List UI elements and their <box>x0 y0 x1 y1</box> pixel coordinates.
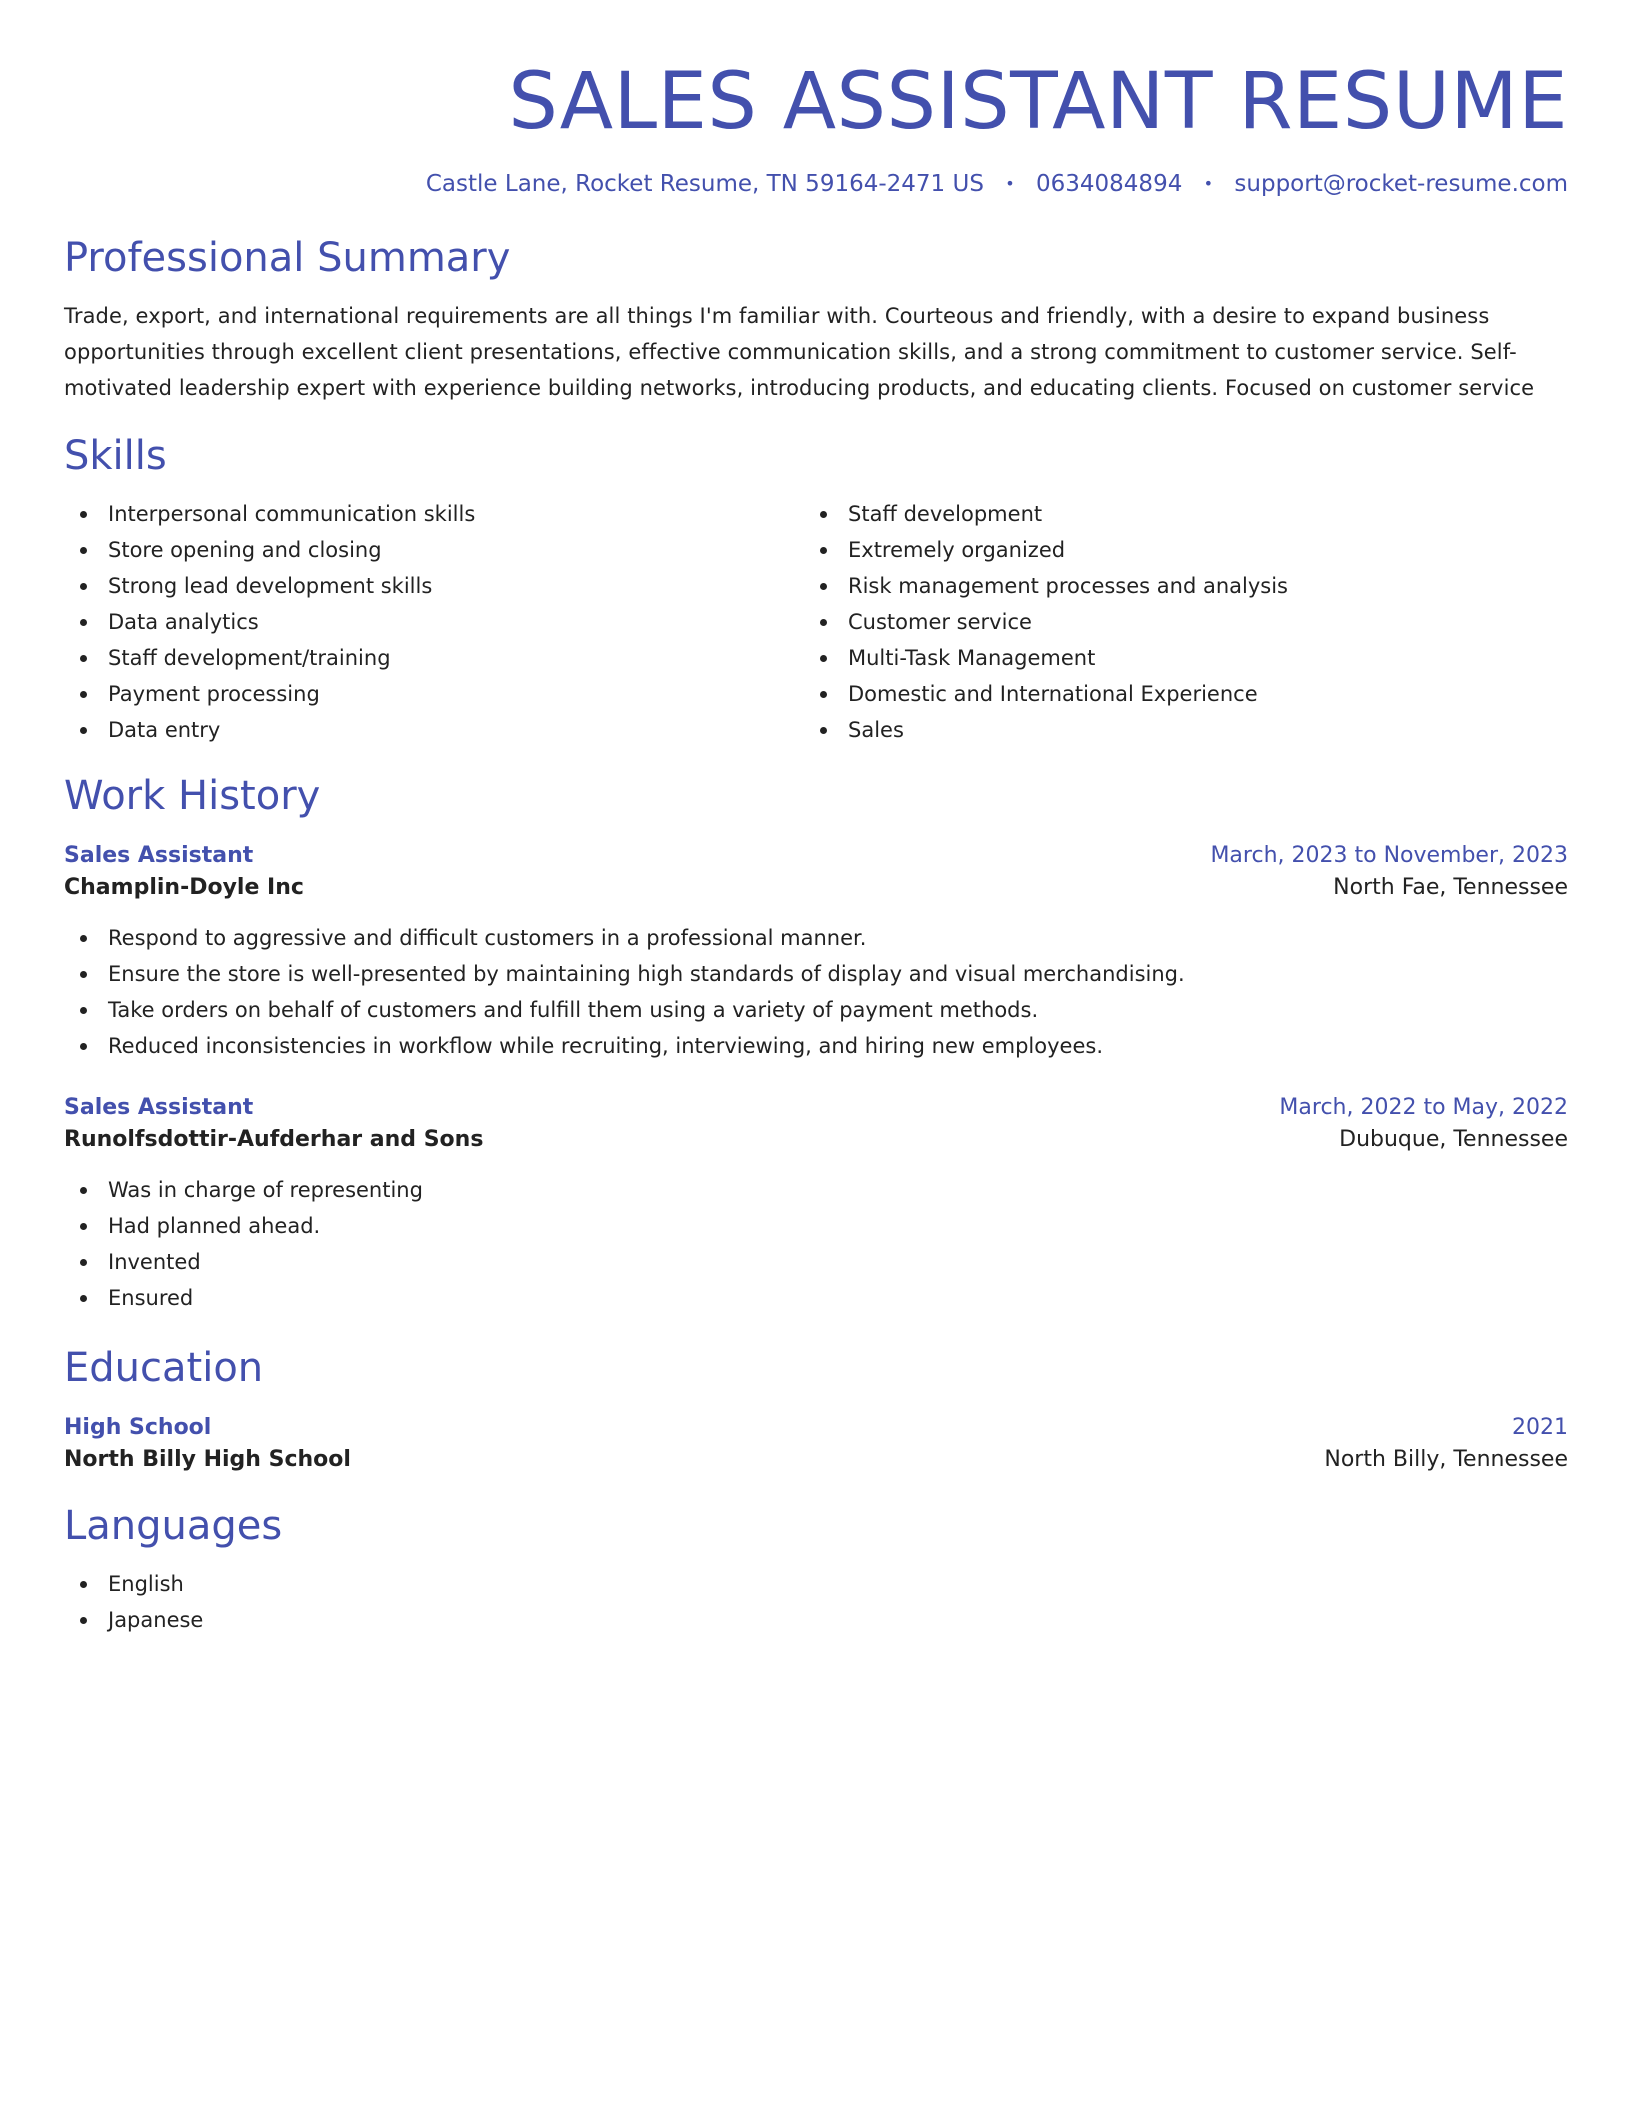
skills-column-left <box>64 496 804 748</box>
job-duties <box>64 1172 1568 1316</box>
skill-item: Staff development <box>804 496 1544 532</box>
skill-item: Store opening and closing <box>64 532 804 568</box>
job-duties <box>64 920 1568 1064</box>
education-year: 2021 <box>1512 1415 1568 1440</box>
skills-heading: Skills <box>64 433 167 479</box>
skill-item: Extremely organized <box>804 532 1544 568</box>
education-heading: Education <box>64 1345 264 1391</box>
job-entry <box>64 1092 1568 1316</box>
job-duty: Ensured <box>64 1280 1568 1316</box>
contact-email: support@rocket-resume.com <box>1234 171 1568 197</box>
skill-item: Domestic and International Experience <box>804 676 1544 712</box>
contact-address: Castle Lane, Rocket Resume, TN 59164-2471 US <box>425 171 984 197</box>
skill-item: Customer service <box>804 604 1544 640</box>
skills-list <box>64 496 1568 748</box>
languages-heading: Languages <box>64 1503 283 1549</box>
education-entry <box>64 1412 1568 1476</box>
job-subheader <box>64 872 1568 904</box>
education-school: North Billy High School <box>64 1447 351 1472</box>
summary-text: Trade, export, and international requirements are all things I'm familiar with. Courteous and friendly, with a desire to expand business opportunities through excellent client presentations, effective communication skills, and a strong commitment to customer service. Self-motivated leadership expert with experience building networks, introducing products, and educating clients. Focused on customer service <box>64 304 1535 400</box>
contact-phone: 0634084894 <box>1036 171 1183 197</box>
job-dates: March, 2023 to November, 2023 <box>1210 843 1568 868</box>
resume-title: SALES ASSISTANT RESUME <box>508 57 1568 147</box>
job-entry <box>64 840 1568 1064</box>
job-duty: Was in charge of representing <box>64 1172 1568 1208</box>
skill-item: Sales <box>804 712 1544 748</box>
language-item: Japanese <box>64 1602 1568 1638</box>
job-company: Champlin-Doyle Inc <box>64 875 304 900</box>
skills-column-right <box>804 496 1544 748</box>
job-duty: Invented <box>64 1244 1568 1280</box>
education-location: North Billy, Tennessee <box>1324 1447 1568 1472</box>
skill-item: Multi-Task Management <box>804 640 1544 676</box>
job-duty: Take orders on behalf of customers and fulfill them using a variety of payment methods. <box>64 992 1568 1028</box>
skill-item: Risk management processes and analysis <box>804 568 1544 604</box>
contact-separator: • <box>1203 174 1214 193</box>
education-header <box>64 1412 1568 1444</box>
skill-item: Staff development/training <box>64 640 804 676</box>
skill-item: Payment processing <box>64 676 804 712</box>
job-role: Sales Assistant <box>64 1095 254 1120</box>
job-location: North Fae, Tennessee <box>1333 875 1568 900</box>
skill-item: Data entry <box>64 712 804 748</box>
summary-heading: Professional Summary <box>64 235 511 281</box>
education-degree: High School <box>64 1415 212 1440</box>
job-role: Sales Assistant <box>64 843 254 868</box>
skill-item: Strong lead development skills <box>64 568 804 604</box>
job-header <box>64 840 1568 872</box>
job-company: Runolfsdottir-Aufderhar and Sons <box>64 1127 484 1152</box>
skill-item: Data analytics <box>64 604 804 640</box>
job-duty: Ensure the store is well-presented by maintaining high standards of display and visual merchandising. <box>64 956 1568 992</box>
job-duty: Had planned ahead. <box>64 1208 1568 1244</box>
language-item: English <box>64 1566 1568 1602</box>
work-history-heading: Work History <box>64 773 321 819</box>
job-duty: Respond to aggressive and difficult customers in a professional manner. <box>64 920 1568 956</box>
job-duty: Reduced inconsistencies in workflow while recruiting, interviewing, and hiring new employees. <box>64 1028 1568 1064</box>
skill-item: Interpersonal communication skills <box>64 496 804 532</box>
job-subheader <box>64 1124 1568 1156</box>
education-subheader <box>64 1444 1568 1476</box>
languages-list <box>64 1566 1568 1638</box>
contact-separator: • <box>1005 174 1015 193</box>
job-dates: March, 2022 to May, 2022 <box>1279 1095 1568 1120</box>
contact-line <box>64 168 1568 200</box>
job-location: Dubuque, Tennessee <box>1339 1127 1568 1152</box>
job-header <box>64 1092 1568 1124</box>
